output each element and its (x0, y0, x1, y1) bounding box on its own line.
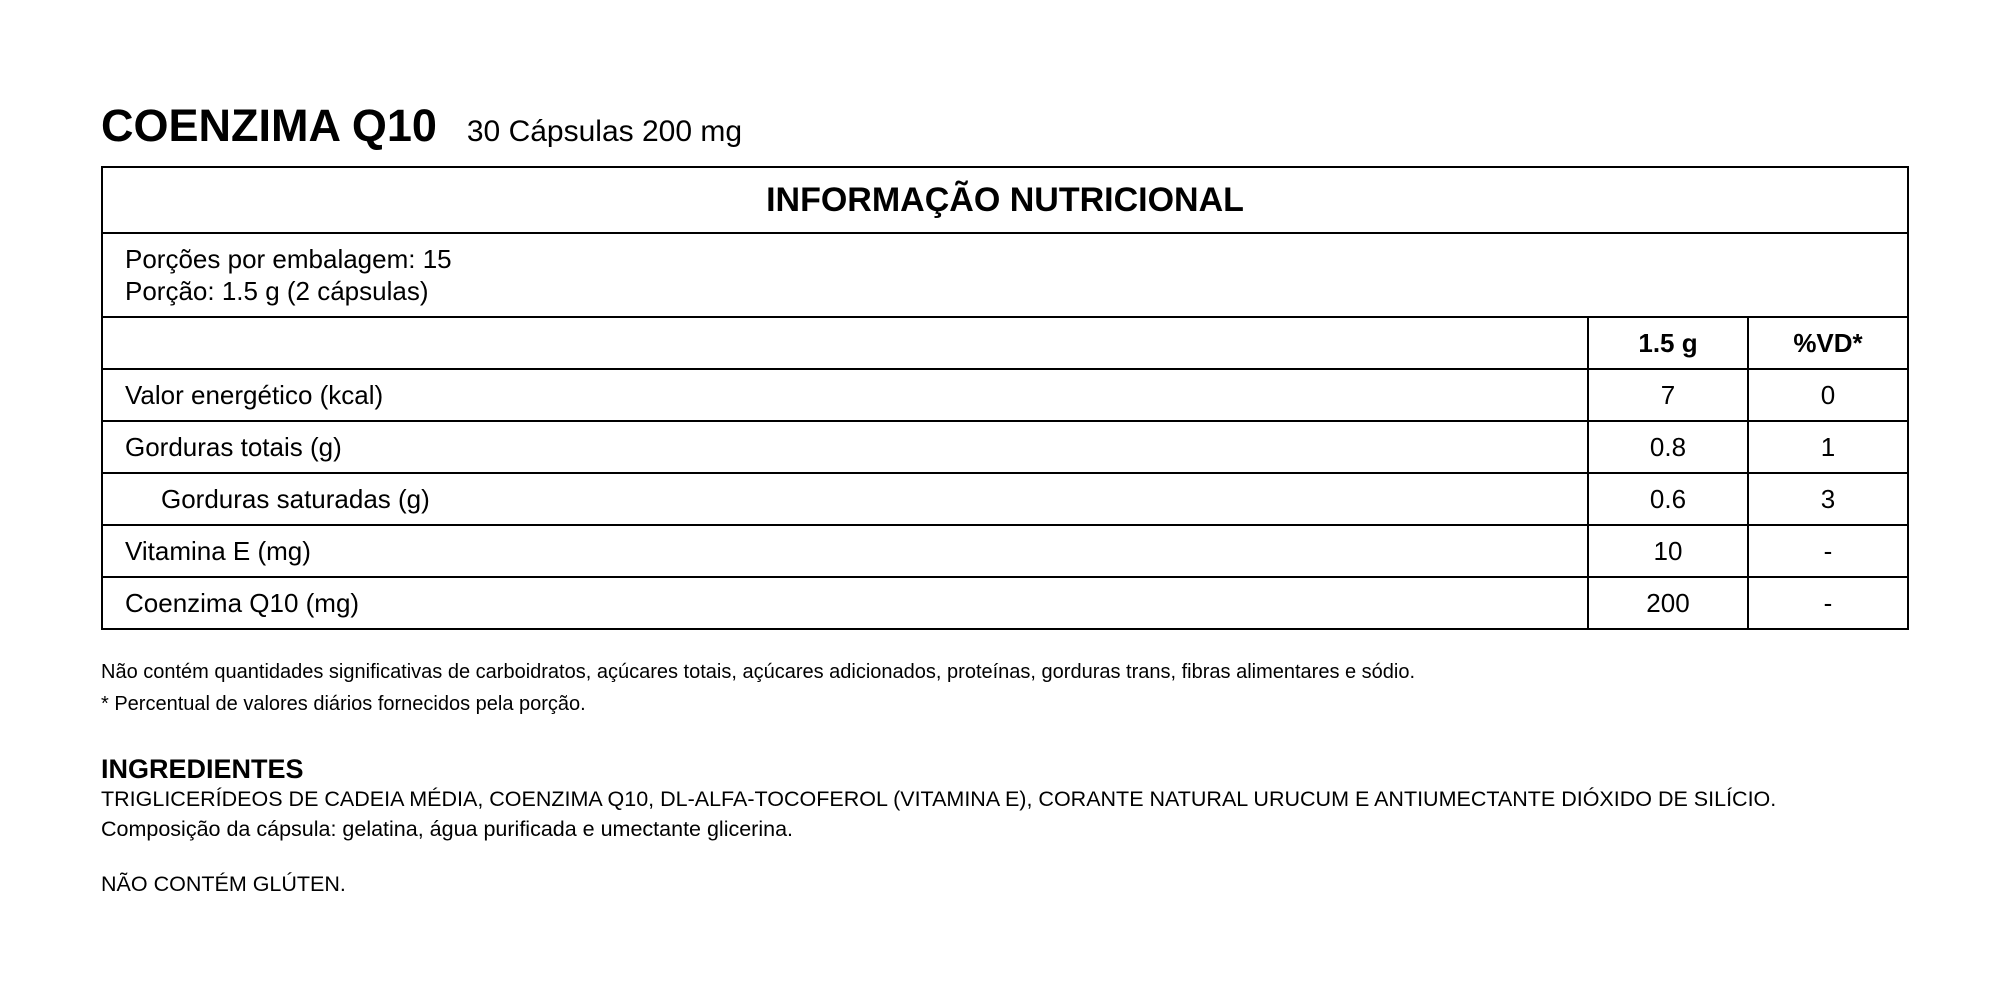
product-name: COENZIMA Q10 (101, 100, 437, 151)
capsule-composition: Composição da cápsula: gelatina, água purificada e umectante glicerina. (101, 817, 794, 841)
nutrient-label: Gorduras saturadas (g) (102, 473, 1588, 525)
product-subtitle: 30 Cápsulas 200 mg (466, 115, 743, 148)
nutrition-table (101, 166, 1909, 630)
nutrient-daily-value: 1 (1748, 421, 1908, 473)
nutrient-label: Vitamina E (mg) (102, 525, 1588, 577)
gluten-statement: NÃO CONTÉM GLÚTEN. (101, 872, 346, 896)
nutrient-amount: 10 (1588, 525, 1748, 577)
table-row (102, 369, 1908, 421)
nutrient-amount: 7 (1588, 369, 1748, 421)
serving-size: Porção: 1.5 g (2 cápsulas) (125, 276, 429, 306)
label-document (101, 100, 1907, 899)
column-header-amount: 1.5 g (1588, 317, 1748, 369)
table-row (102, 525, 1908, 577)
ingredients-list: TRIGLICERÍDEOS DE CADEIA MÉDIA, COENZIMA Q10, DL-ALFA-TOCOFEROL (VITAMINA E), CORANTE NATURAL URUCUM E ANTIUMECTANTE DIÓXIDO DE SILÍCIO. (101, 787, 1777, 811)
nutrient-daily-value: 0 (1748, 369, 1908, 421)
nutrient-amount: 0.6 (1588, 473, 1748, 525)
not-significant-note: Não contém quantidades significativas de carboidratos, açúcares totais, açúcares adicionados, proteínas, gorduras trans, fibras alimentares e sódio. (101, 661, 1416, 683)
nutrition-heading: INFORMAÇÃO NUTRICIONAL (102, 167, 1908, 233)
nutrient-amount: 0.8 (1588, 421, 1748, 473)
nutrient-label: Valor energético (kcal) (102, 369, 1588, 421)
servings-per-package: Porções por embalagem: 15 (125, 244, 452, 274)
table-row (102, 421, 1908, 473)
nutrient-label: Gorduras totais (g) (102, 421, 1588, 473)
column-header-daily-value: %VD* (1748, 317, 1908, 369)
nutrient-daily-value: - (1748, 577, 1908, 629)
nutrient-label: Coenzima Q10 (mg) (102, 577, 1588, 629)
nutrition-notes (101, 656, 1907, 720)
table-row (102, 473, 1908, 525)
ingredients-title: INGREDIENTES (101, 754, 304, 784)
daily-value-footnote: * Percentual de valores diários fornecidos pela porção. (101, 693, 586, 715)
nutrient-daily-value: 3 (1748, 473, 1908, 525)
nutrient-amount: 200 (1588, 577, 1748, 629)
table-row (102, 577, 1908, 629)
nutrient-daily-value: - (1748, 525, 1908, 577)
title-row (101, 100, 1907, 166)
portion-info (102, 233, 1908, 317)
column-header-blank (102, 317, 1588, 369)
